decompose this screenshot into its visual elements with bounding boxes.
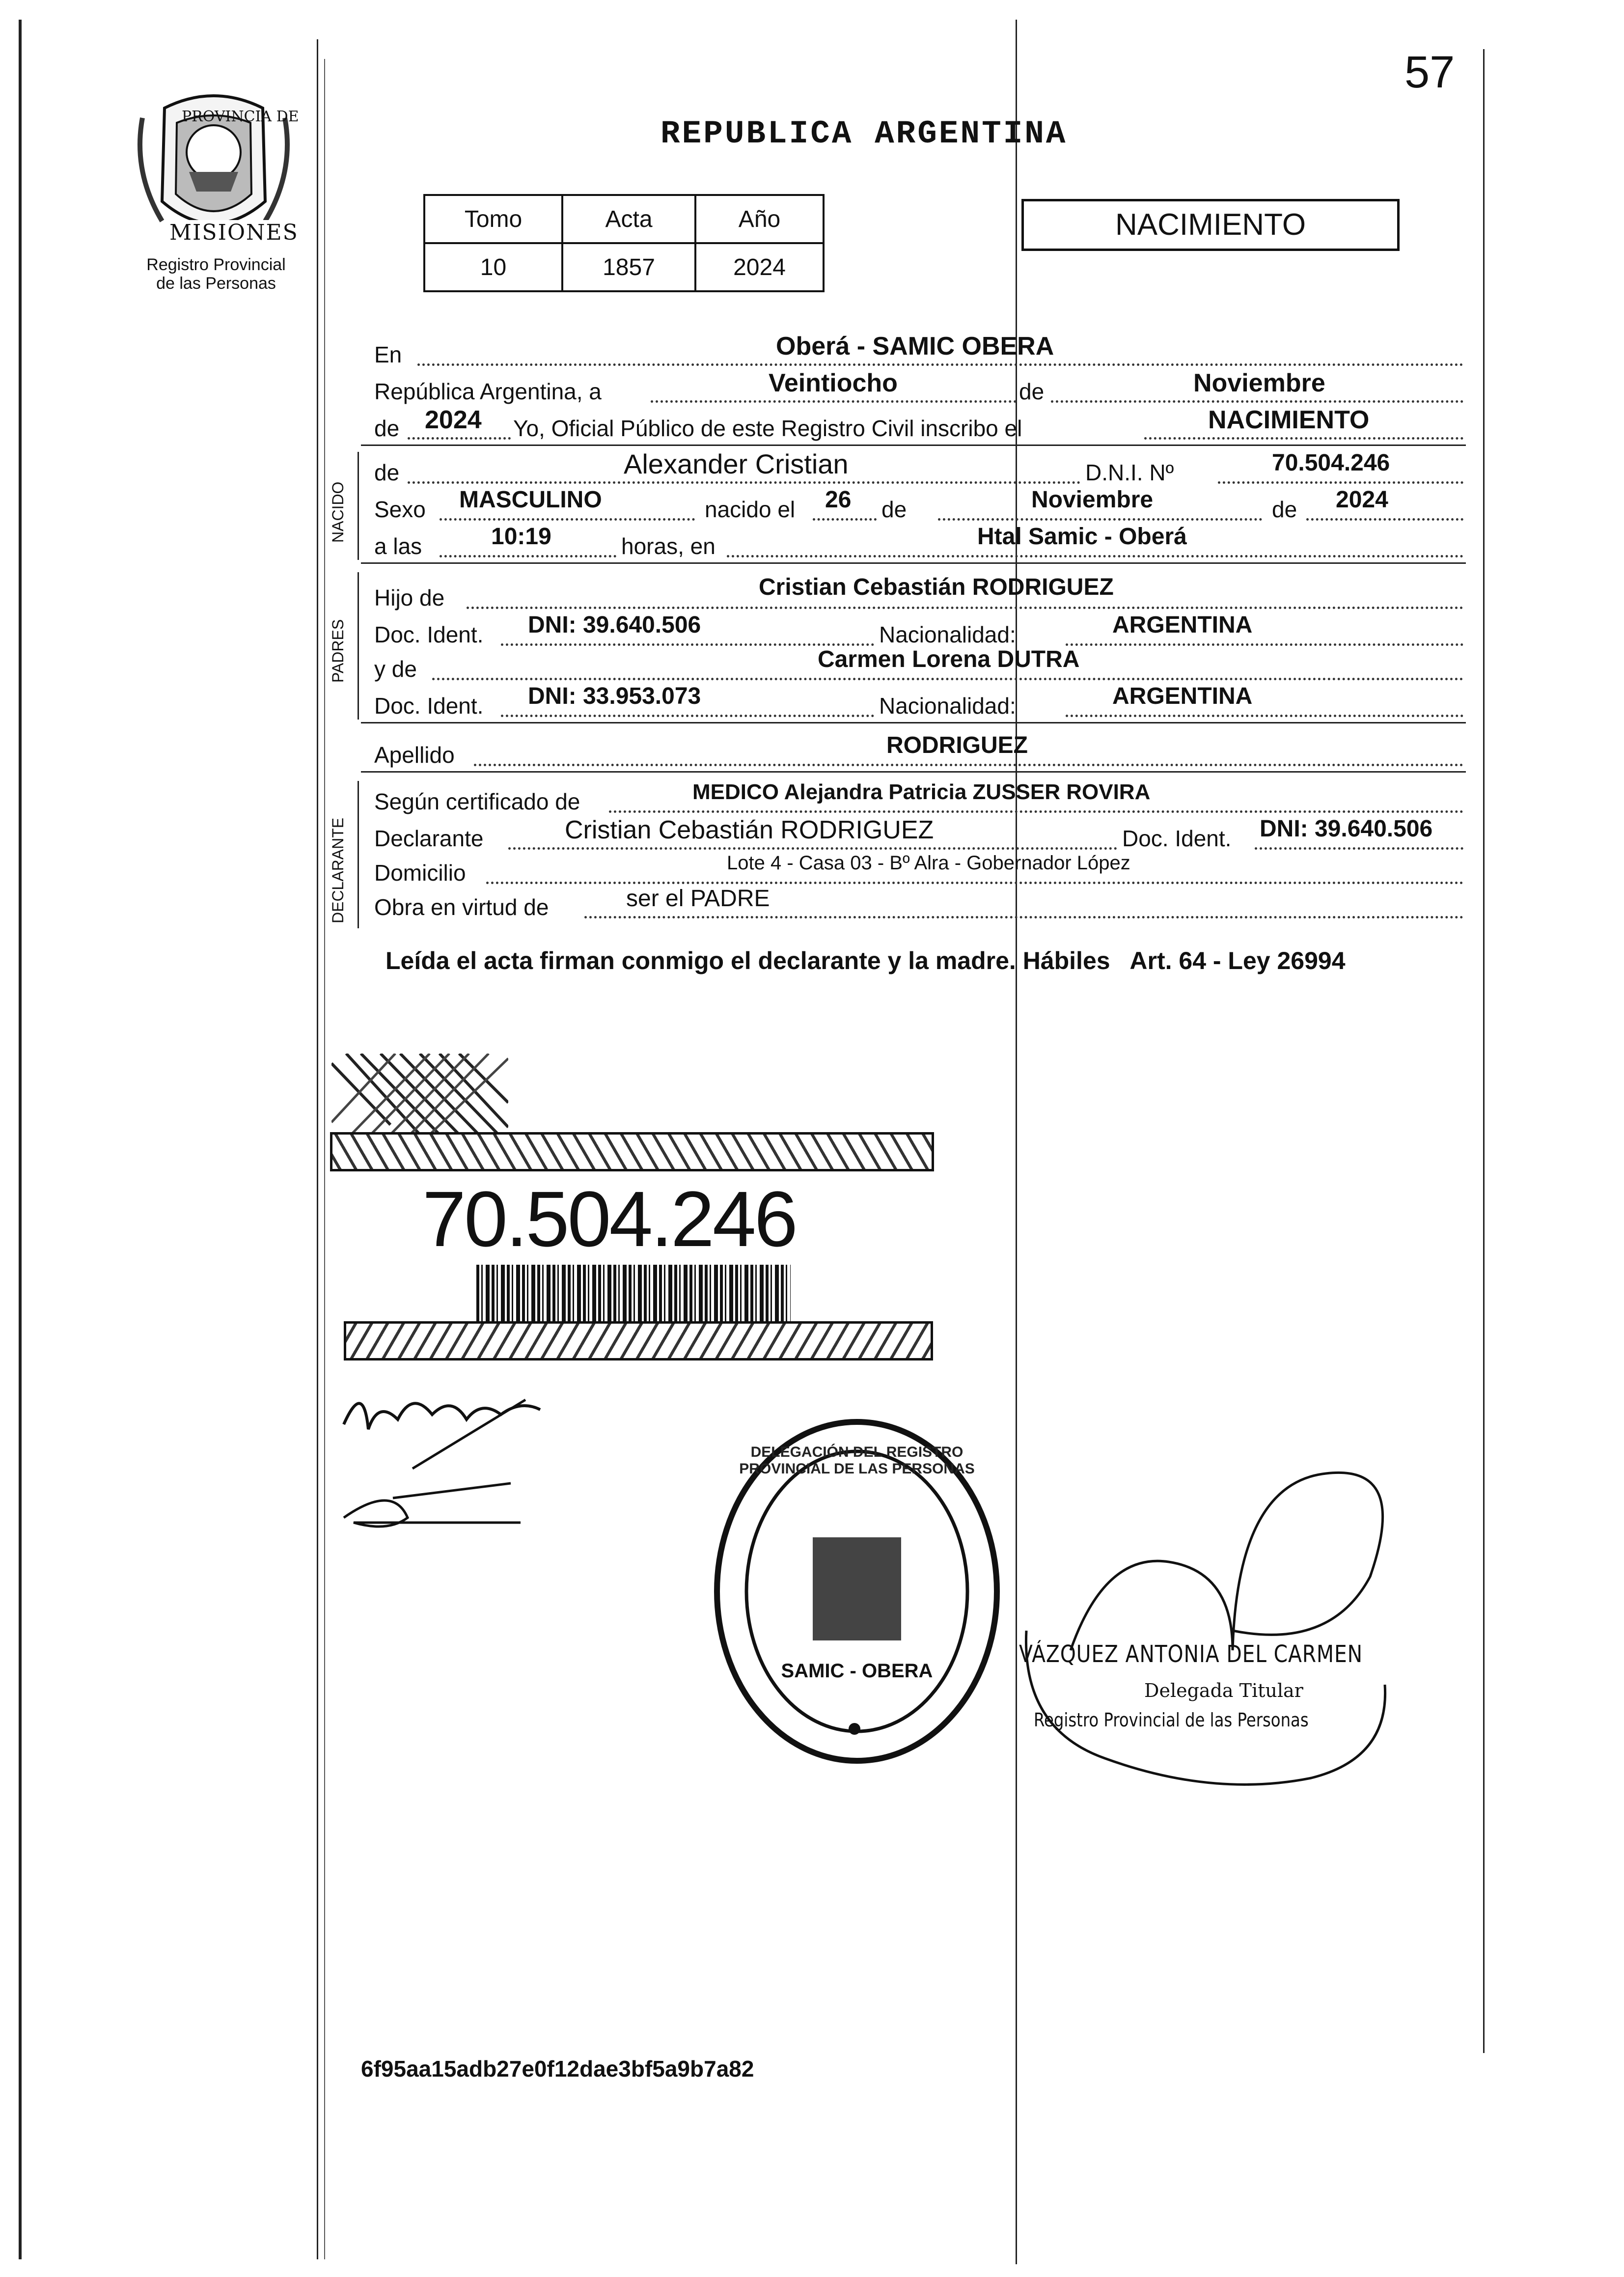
certificado-value: MEDICO Alejandra Patricia ZUSSER ROVIRA [692,780,1151,804]
document-type: NACIMIENTO [1115,208,1306,242]
binder-line-left [19,20,22,2259]
madre-doc: DNI: 33.953.073 [528,683,701,709]
lugar-dots [727,555,1463,557]
apellido-dots [474,764,1463,766]
stamp-bottom-text: SAMIC - OBERA [781,1660,933,1682]
page-number: 57 [1404,47,1455,97]
intro-separator [361,444,1466,446]
binder-line-2 [324,59,325,2259]
oficial-text: Yo, Oficial Público de este Registro Civil inscribo el [513,416,1022,441]
declarante-doc: DNI: 39.640.506 [1260,816,1433,842]
side-label-declarante: DECLARANTE [329,817,347,923]
binder-line [317,39,318,2259]
sexo-label: Sexo [374,497,426,522]
nacido-lugar: Htal Samic - Oberá [977,524,1187,550]
madre-nac-label: Nacionalidad: [879,693,1016,719]
madre-nacionalidad: ARGENTINA [1112,683,1253,709]
place-dots [417,363,1463,366]
y-de-label: y de [374,656,417,682]
table-header-anio: Año [695,195,824,243]
emblem-text-bottom: MISIONES [169,220,299,245]
official-name: VÁZQUEZ ANTONIA DEL CARMEN [1019,1640,1363,1668]
dni-dots [1218,481,1463,484]
official-office: Registro Provincial de las Personas [1034,1709,1309,1731]
madre-nombre: Carmen Lorena DUTRA [818,646,1080,672]
place-value: Oberá - SAMIC OBERA [776,332,1054,361]
declarante-nombre: Cristian Cebastián RODRIGUEZ [565,816,934,844]
padre-doc-label: Doc. Ident. [374,622,484,647]
declarante-doc-label: Doc. Ident. [1122,826,1232,851]
month-dots [1051,400,1463,403]
year-dots [408,437,511,440]
apellido-label: Apellido [374,742,455,768]
page-title: REPUBLICA ARGENTINA [661,115,1068,152]
registry-stamp [707,1415,1007,1768]
certificado-label: Según certificado de [374,789,580,814]
apellido-separator [361,771,1466,773]
nacido-nombre: Alexander Cristian [624,448,849,479]
domicilio-value: Lote 4 - Casa 03 - Bº Alra - Gobernador López [727,852,1130,874]
nacido-bracket [358,452,359,560]
padre-nac-label: Nacionalidad: [879,622,1016,647]
declarante-doc-dots [1255,847,1463,850]
declarante-bracket [358,781,359,928]
day-dots [651,400,1017,403]
nacido-separator [361,562,1466,564]
sexo-dots [440,518,695,521]
mes-dots [938,518,1262,521]
record-table-header [424,195,824,243]
en-label: En [374,342,402,367]
declarante-signature [334,1370,609,1547]
republica-label: República Argentina, a [374,379,602,404]
year-value: 2024 [425,406,482,434]
registry-emblem [123,88,304,255]
document-type-box [1021,199,1400,251]
padre-nacionalidad: ARGENTINA [1112,612,1253,638]
table-header-tomo: Tomo [424,195,562,243]
record-table [423,194,825,292]
obra-value: ser el PADRE [626,886,770,912]
a-las-label: a las [374,533,422,559]
year-de-label: de [374,416,400,441]
obra-label: Obra en virtud de [374,894,549,920]
nombre-dots [408,481,1080,484]
document-hash: 6f95aa15adb27e0f12dae3bf5a9b7a82 [361,2056,754,2082]
nacido-hora: 10:19 [491,524,551,550]
padre-doc: DNI: 39.640.506 [528,612,701,638]
obra-dots [584,916,1463,918]
madre-doc-dots [501,715,874,717]
nacido-de-label-3: de [1272,497,1297,522]
declarante-dots [508,847,1117,850]
table-value-anio: 2024 [695,243,824,291]
hora-dots [440,555,616,557]
nacido-de-label-2: de [881,497,907,522]
emblem-text-top: PROVINCIA DE [182,108,299,125]
security-band-bottom [344,1321,933,1361]
table-value-acta: 1857 [562,243,695,291]
table-header-acta: Acta [562,195,695,243]
nacido-el-label: nacido el [705,497,796,522]
anio-dots [1306,518,1463,521]
domicilio-label: Domicilio [374,860,466,886]
stamp-ring-text: DELEGACIÓN DEL REGISTRO PROVINCIAL DE LAS PERSONAS [739,1444,975,1477]
madre-dots [432,678,1463,680]
declarante-label: Declarante [374,826,484,851]
domicilio-dots [486,882,1463,884]
dni-label: D.N.I. Nº [1085,460,1174,485]
padre-dots [467,607,1463,609]
registry-name-line1: Registro Provincial [146,255,286,274]
nacido-dia: 26 [825,487,852,513]
acto-dots [1144,437,1463,440]
horas-en-label: horas, en [621,533,716,559]
official-role: Delegada Titular [1144,1680,1303,1701]
nacido-dni: 70.504.246 [1272,450,1390,476]
padre-nac-dots [1066,643,1463,646]
nacido-mes: Noviembre [1031,487,1154,513]
side-label-nacido: NACIDO [329,481,347,543]
day-value: Veintiocho [769,369,898,397]
closing-text: Leída el acta firman conmigo el declarante y la madre. Hábiles Art. 64 - Ley 26994 [385,947,1346,974]
hijo-de-label: Hijo de [374,585,445,611]
table-value-tomo: 10 [424,243,562,291]
right-margin-line [1483,49,1485,2053]
madre-nac-dots [1066,715,1463,717]
padres-separator [361,722,1466,723]
padre-nombre: Cristian Cebastián RODRIGUEZ [759,574,1114,600]
dia-dots [813,518,877,521]
acto-value: NACIMIENTO [1208,406,1370,434]
month-de-label: de [1019,379,1045,404]
apellido-value: RODRIGUEZ [886,732,1028,758]
nacido-sexo: MASCULINO [459,487,602,513]
padres-bracket [358,572,359,720]
side-label-padres: PADRES [329,619,347,683]
security-band-top [330,1132,934,1171]
registry-name-line2: de las Personas [156,274,276,293]
nacido-de-label: de [374,460,400,485]
security-pattern-small [331,1054,508,1135]
record-table-values [424,243,824,291]
month-value: Noviembre [1193,369,1325,397]
nacido-anio: 2024 [1336,487,1388,513]
madre-doc-label: Doc. Ident. [374,693,484,719]
barcode-number: 70.504.246 [422,1175,796,1263]
certificado-dots [609,810,1463,813]
